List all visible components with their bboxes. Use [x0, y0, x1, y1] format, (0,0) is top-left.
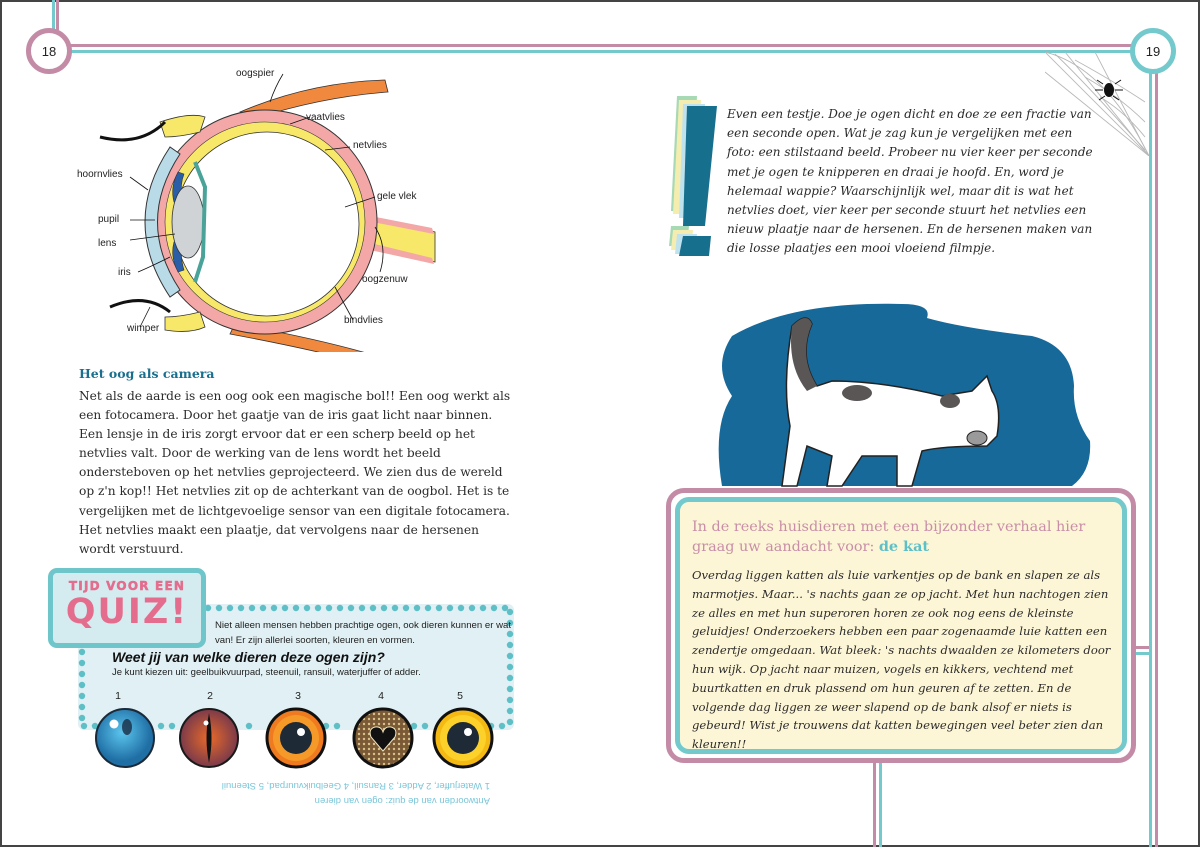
quiz-border-dot — [425, 605, 431, 611]
frame-line-bottom-vertical-pink — [873, 752, 876, 847]
quiz-border-dot — [169, 723, 175, 729]
spider-web-icon — [1045, 52, 1149, 156]
frame-line-left-vertical-teal — [52, 0, 55, 30]
quiz-border-dot — [359, 605, 365, 611]
quiz-border-dot — [79, 715, 85, 721]
quiz-border-dot — [507, 708, 513, 714]
slit-pupil-eye-icon — [178, 707, 240, 769]
spider-icon — [1104, 83, 1114, 97]
frame-line-top-teal — [70, 50, 1132, 53]
quiz-border-dot — [334, 723, 340, 729]
orange-round-eye-icon — [265, 707, 327, 769]
quiz-border-dot — [260, 605, 266, 611]
quiz-border-dot — [238, 605, 244, 611]
quiz-border-dot — [79, 682, 85, 688]
quiz-border-dot — [469, 605, 475, 611]
quiz-border-dot — [507, 697, 513, 703]
quiz-border-dot — [81, 723, 87, 729]
quiz-border-dot — [480, 605, 486, 611]
eye-anatomy-diagram — [70, 62, 450, 352]
mouse-icon — [967, 431, 987, 445]
quiz-logo-small-text: TIJD VOOR EEN — [68, 579, 186, 593]
quiz-border-dot — [246, 723, 252, 729]
quiz-answers-title: Antwoorden van de quiz: ogen van dieren — [314, 795, 490, 806]
frame-line-right-vertical-pink — [1155, 72, 1158, 847]
quiz-border-dot — [436, 605, 442, 611]
label-hoornvlies: hoornvlies — [77, 169, 123, 180]
tip-text: Even een testje. Doe je ogen dicht en doe ze een fractie van een seconde open. Wat je zag kun je vergelijken met een foto: een stilstaand beeld. Probeer nu vier keer per seconde met je ogen te knipperen en draai je hoofd. En, word je helemaal wappie? Waarschijnlijk wel, maar dit is wat het netvlies doet, vier keer per seconde stuurt het netvlies een nieuw plaatje naar de hersenen. En de hersenen maken van die losse plaatjes een mooi vloeiend filmpje. — [727, 107, 1093, 256]
eye-cross-section-illustration — [70, 62, 450, 352]
quiz-border-dot — [499, 723, 505, 729]
frame-line-right-vertical-teal — [1149, 72, 1152, 847]
quiz-border-dot — [79, 649, 85, 655]
quiz-border-dot — [249, 605, 255, 611]
quiz-border-dot — [392, 605, 398, 611]
quiz-border-dot — [315, 605, 321, 611]
page-number-left: 18 — [26, 28, 72, 74]
quiz-border-dot — [271, 605, 277, 611]
label-netvlies: netvlies — [353, 140, 387, 151]
quiz-hint: Je kunt kiezen uit: geelbuikvuurpad, steenuil, ransuil, waterjuffer of adder. — [112, 667, 421, 678]
eye-number-4: 4 — [378, 690, 384, 702]
quiz-border-dot — [507, 664, 513, 670]
quiz-border-dot — [507, 719, 513, 725]
quiz-border-dot — [447, 605, 453, 611]
cat-box-text: Overdag liggen katten als luie varkentjes op de bank en slapen ze als marmotjes. Maar... 's nachts gaan ze op jacht. Met hun nachtogen zien ze alles en met hun superoren horen ze ook nog eens de kleinste geluidjes! Onderzoekers hebben een paar zogenaamde luie katten een zendertje omgedaan. Wat bleek: 's nachts dwaalden ze kilometers door hun wijk. Op jacht naar muizen, vogels en kikkers, vechtend met buurtkatten en druk plassend om hun geuren af te zetten. En de volgende dag liggen ze weer slapend op de bank alsof er niets is gebeurd! Wist je trouwens dat katten bewegingen veel beter zien dan kleuren!! — [692, 568, 1111, 752]
quiz-border-dot — [507, 609, 513, 615]
quiz-border-dot — [502, 605, 508, 611]
quiz-logo-big-text: QUIZ! — [53, 593, 201, 631]
quiz-border-dot — [507, 675, 513, 681]
quiz-border-dot — [414, 605, 420, 611]
label-bindvlies: bindvlies — [344, 315, 383, 326]
quiz-border-dot — [304, 605, 310, 611]
eye-number-3: 3 — [295, 690, 301, 702]
label-vaatvlies: vaatvlies — [306, 112, 345, 123]
quiz-border-dot — [79, 671, 85, 677]
quiz-logo — [48, 568, 206, 648]
eye-number-2: 2 — [207, 690, 213, 702]
quiz-border-dot — [282, 605, 288, 611]
eye-number-1: 1 — [115, 690, 121, 702]
frame-line-top-pink — [70, 44, 1132, 47]
label-gele-vlek: gele vlek — [377, 191, 417, 202]
quiz-border-dot — [79, 704, 85, 710]
quiz-answers-upside-down — [180, 778, 490, 808]
label-oogspier: oogspier — [236, 68, 275, 79]
quiz-border-dot — [403, 605, 409, 611]
quiz-border-dot — [507, 686, 513, 692]
quiz-border-dot — [491, 605, 497, 611]
compound-blue-eye-icon — [94, 707, 156, 769]
page-number-right: 19 — [1130, 28, 1176, 74]
exclamation-icon — [655, 96, 723, 256]
label-lens: lens — [98, 238, 117, 249]
frame-line-bottom-vertical-teal — [879, 752, 882, 847]
label-iris: iris — [118, 267, 131, 278]
quiz-border-dot — [381, 605, 387, 611]
quiz-border-dot — [326, 605, 332, 611]
quiz-border-dot — [293, 605, 299, 611]
quiz-border-dot — [158, 723, 164, 729]
article-title: Het oog als camera — [79, 366, 215, 381]
quiz-question: Weet jij van welke dieren deze ogen zijn? — [112, 649, 385, 665]
quiz-border-dot — [227, 605, 233, 611]
cat-box-title-prefix: In de reeks huisdieren met een bijzonder verhaal hier graag uw aandacht voor: — [692, 519, 1086, 555]
quiz-border-dot — [422, 723, 428, 729]
frame-line-left-vertical-pink — [56, 0, 59, 30]
quiz-border-dot — [216, 605, 222, 611]
label-wimper: wimper — [127, 323, 160, 334]
quiz-border-dot — [337, 605, 343, 611]
cat-box-title-highlight: de kat — [878, 538, 930, 555]
label-oogzenuw: oogzenuw — [362, 274, 408, 285]
quiz-border-dot — [507, 653, 513, 659]
cat-illustration — [712, 296, 1102, 496]
quiz-answers-list: 1 Waterjuffer, 2 Adder, 3 Ransuil, 4 Geelbuikvuurpad, 5 Steenuil — [221, 780, 490, 791]
cat-box-title — [692, 518, 1112, 557]
yellow-round-eye-icon — [432, 707, 494, 769]
quiz-border-dot — [458, 605, 464, 611]
article-body: Net als de aarde is een oog ook een magische bol!! Een oog werkt als een fotocamera. Door het gaatje van de iris gaat licht naar binnen. Een lensje in de iris zorgt ervoor dat er een scherp beeld op het netvlies valt. Door de werking van de lens wordt het beeld ondersteboven op het netvlies geprojecteerd. We zien dus de wereld op z'n kop!! Het netvlies zit op de achterkant van de oogbol. Het is te vergelijken met de lichtgevoelige sensor van een digitale fotocamera. Het netvlies maakt een plaatje, dat vervolgens naar de hersenen wordt verstuurd. — [79, 389, 511, 556]
heart-pupil-eye-icon — [352, 707, 414, 769]
quiz-border-dot — [79, 693, 85, 699]
label-pupil: pupil — [98, 214, 120, 225]
eye-number-5: 5 — [457, 690, 463, 702]
quiz-border-dot — [370, 605, 376, 611]
quiz-border-dot — [79, 660, 85, 666]
quiz-border-dot — [348, 605, 354, 611]
quiz-intro: Niet alleen mensen hebben prachtige ogen, ook dieren kunnen er wat van! Er zijn allerlei soorten, kleuren en vormen. — [215, 620, 512, 646]
